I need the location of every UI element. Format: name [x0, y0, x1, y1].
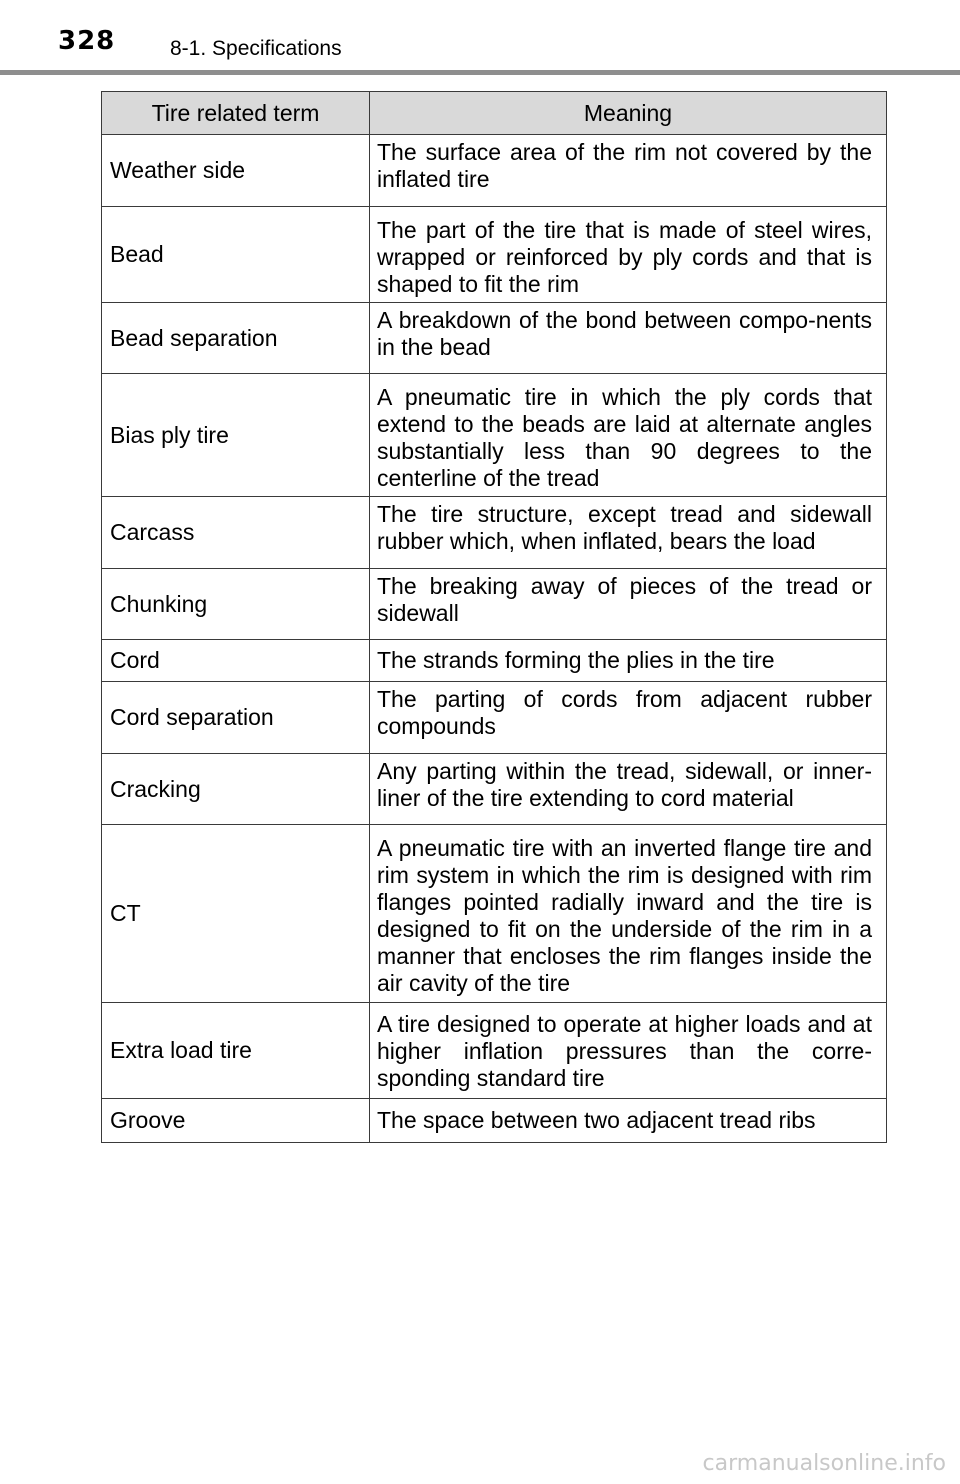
term-cell: Groove	[102, 1099, 370, 1143]
meaning-cell: The tire structure, except tread and sidewall rubber which, when inflated, bears the load	[370, 497, 887, 569]
term-cell: Bead separation	[102, 303, 370, 374]
column-header-meaning: Meaning	[370, 92, 887, 135]
term-cell: Cord	[102, 640, 370, 682]
meaning-cell: A pneumatic tire with an inverted flange tire and rim system in which the rim is designed with rim flanges pointed radially inward and the tire is designed to fit on the underside of the rim in a manner that encloses the rim flanges inside the air cavity of the tire	[370, 825, 887, 1003]
term-cell: Cracking	[102, 754, 370, 825]
table-row	[102, 207, 887, 303]
table-row	[102, 754, 887, 825]
table-row	[102, 497, 887, 569]
meaning-cell: A tire designed to operate at higher loads and at higher inflation pressures than the corre-sponding standard tire	[370, 1003, 887, 1099]
meaning-cell: The part of the tire that is made of steel wires, wrapped or reinforced by ply cords and that is shaped to fit the rim	[370, 207, 887, 303]
term-cell: Carcass	[102, 497, 370, 569]
table-header-row	[102, 92, 887, 135]
term-cell: CT	[102, 825, 370, 1003]
term-cell: Weather side	[102, 135, 370, 207]
meaning-cell: A pneumatic tire in which the ply cords that extend to the beads are laid at alternate angles substantially less than 90 degrees to the centerline of the tread	[370, 374, 887, 497]
meaning-cell: A breakdown of the bond between compo-nents in the bead	[370, 303, 887, 374]
column-header-term: Tire related term	[102, 92, 370, 135]
meaning-cell: Any parting within the tread, sidewall, or inner-liner of the tire extending to cord material	[370, 754, 887, 825]
meaning-cell: The breaking away of pieces of the tread or sidewall	[370, 569, 887, 640]
term-cell: Chunking	[102, 569, 370, 640]
table-row	[102, 682, 887, 754]
table-row	[102, 825, 887, 1003]
table-row	[102, 1003, 887, 1099]
watermark-text: carmanualsonline.info	[702, 1451, 946, 1476]
header-divider	[0, 70, 960, 75]
meaning-cell: The strands forming the plies in the tire	[370, 640, 887, 682]
term-cell: Bias ply tire	[102, 374, 370, 497]
section-title: 8-1. Specifications	[170, 37, 342, 60]
meaning-cell: The surface area of the rim not covered by the inflated tire	[370, 135, 887, 207]
tire-terms-table	[101, 91, 887, 1143]
page-number: 328	[58, 26, 116, 56]
table-row	[102, 1099, 887, 1143]
table-row	[102, 135, 887, 207]
table-row	[102, 303, 887, 374]
term-cell: Cord separation	[102, 682, 370, 754]
table-row	[102, 569, 887, 640]
table-row	[102, 640, 887, 682]
term-cell: Extra load tire	[102, 1003, 370, 1099]
term-cell: Bead	[102, 207, 370, 303]
meaning-cell: The space between two adjacent tread ribs	[370, 1099, 887, 1143]
table-row	[102, 374, 887, 497]
meaning-cell: The parting of cords from adjacent rubber compounds	[370, 682, 887, 754]
